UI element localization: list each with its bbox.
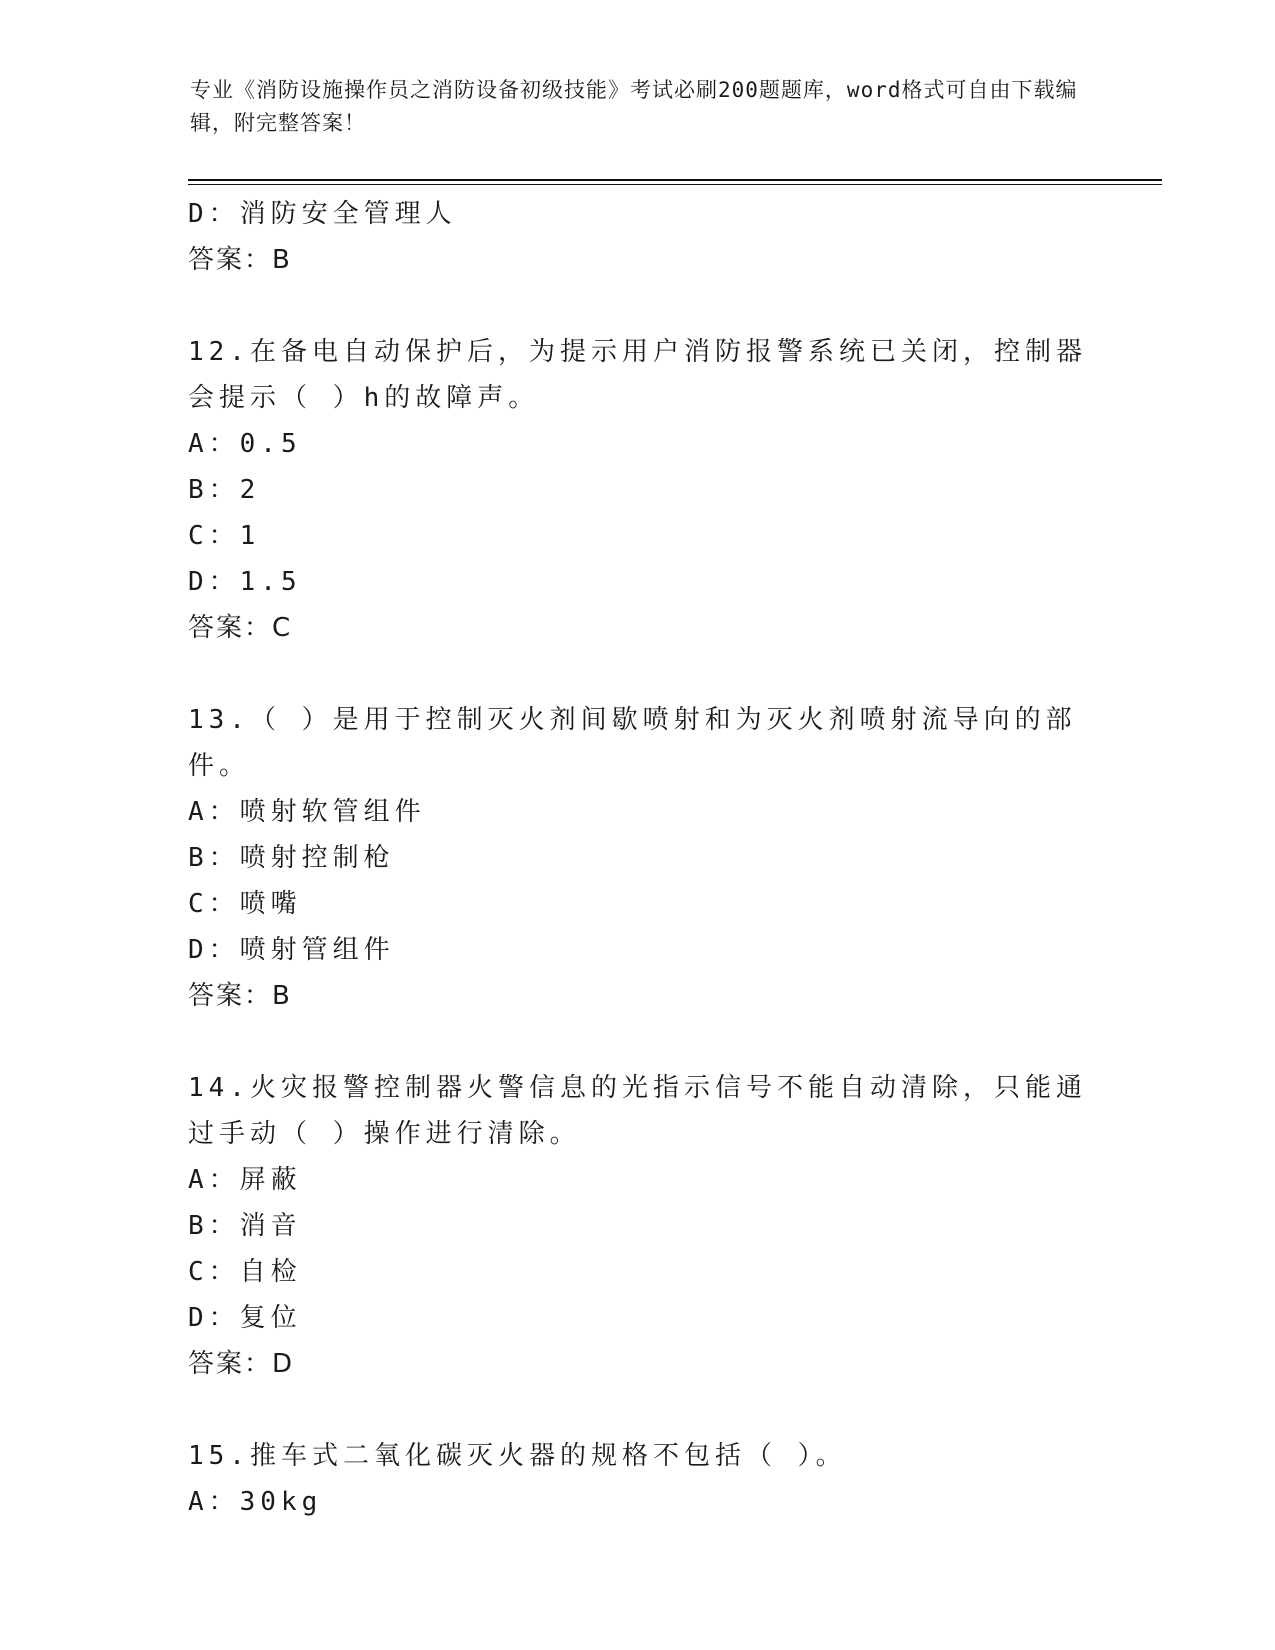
option-d: D：复位	[188, 1303, 302, 1333]
question-text: 15.推车式二氧化碳灭火器的规格不包括（ ）。	[188, 1441, 847, 1471]
option-c: C：1	[188, 521, 261, 551]
option-d: D：喷射管组件	[188, 935, 395, 965]
question-list	[188, 191, 1088, 1525]
question-text: 12.在备电自动保护后，为提示用户消防报警系统已关闭，控制器会提示（ ）h的故障声。	[188, 337, 1087, 413]
option-a: A：屏蔽	[188, 1165, 302, 1195]
option-a: A：喷射软管组件	[188, 797, 426, 827]
option-b: B：消音	[188, 1211, 302, 1241]
option-d: D：1.5	[188, 567, 302, 597]
answer-line: 答案：B	[188, 245, 292, 275]
document-header: 专业《消防设施操作员之消防设备初级技能》考试必刷200题题库，word格式可自由下载编辑，附完整答案！	[190, 78, 1078, 135]
option-c: C：自检	[188, 1257, 302, 1287]
answer-line: 答案：B	[188, 981, 292, 1011]
option-b: B：喷射控制枪	[188, 843, 395, 873]
question-text: 13.（ ）是用于控制灭火剂间歇喷射和为灭火剂喷射流导向的部件。	[188, 705, 1077, 781]
header-divider	[188, 179, 1162, 185]
question-text: 14.火灾报警控制器火警信息的光指示信号不能自动清除，只能通过手动（ ）操作进行清除。	[188, 1073, 1087, 1149]
option-c: C：喷嘴	[188, 889, 302, 919]
answer-line: 答案：D	[188, 1349, 295, 1379]
option-a: A：0.5	[188, 429, 302, 459]
option-b: B：2	[188, 475, 261, 505]
option-d: D：消防安全管理人	[188, 199, 457, 229]
option-a: A：30kg	[188, 1487, 323, 1517]
answer-line: 答案：C	[188, 613, 293, 643]
